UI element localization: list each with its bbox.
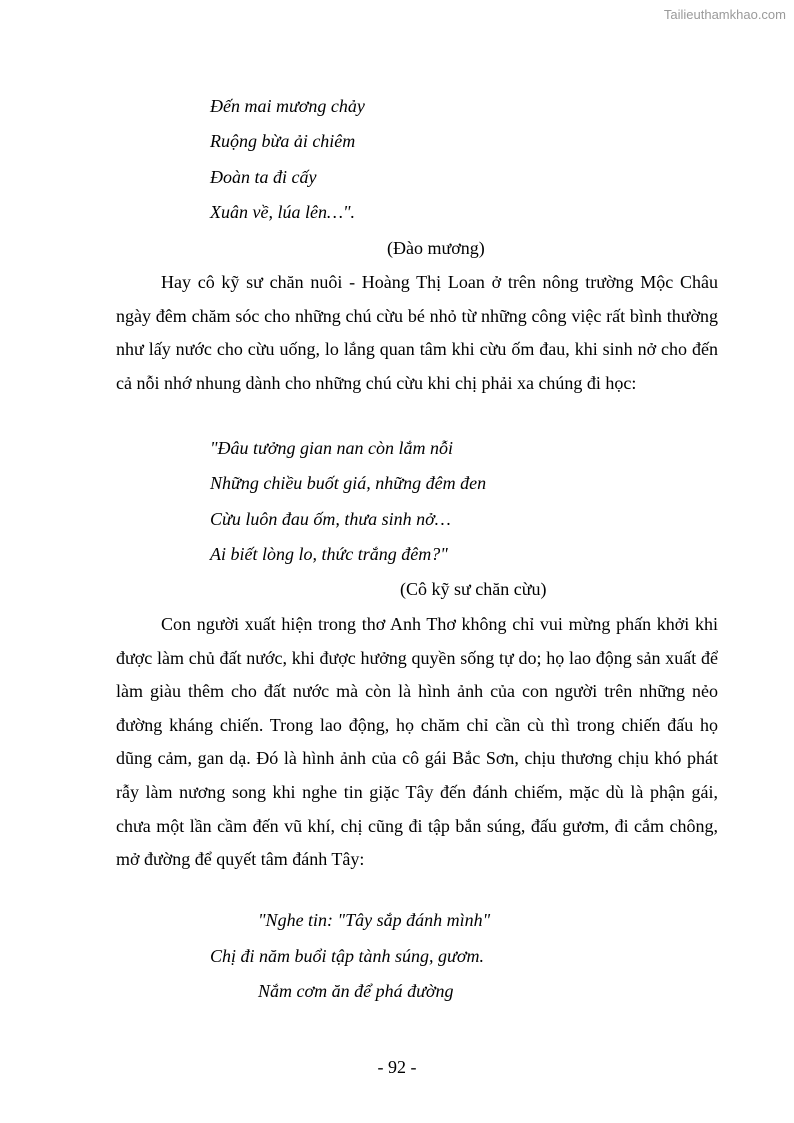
verse-line: Đến mai mương chảy [210, 96, 365, 116]
verse-line: Ai biết lòng lo, thức trắng đêm?" [210, 544, 448, 564]
verse-line: "Đâu tưởng gian nan còn lắm nỗi [210, 438, 453, 458]
page-number: - 92 - [377, 1057, 417, 1077]
verse-line: Những chiều buốt giá, những đêm đen [210, 473, 487, 493]
verse-line: Ruộng bừa ải chiêm [210, 131, 356, 151]
watermark: Tailieuthamkhao.com [663, 7, 786, 22]
verse-line: Chị đi năm buổi tập tành súng, gươm. [210, 946, 484, 966]
verse-line: "Nghe tin: "Tây sắp đánh mình" [258, 910, 491, 930]
verse-line: Cừu luôn đau ốm, thưa sinh nở… [210, 509, 451, 529]
verse-line: Đoàn ta đi cấy [210, 167, 317, 187]
verse-line: Xuân về, lúa lên…". [210, 202, 356, 222]
body-paragraph: Hay cô kỹ sư chăn nuôi - Hoàng Thị Loan ở trên nông trường Mộc Châu ngày đêm chăm sóc cho những chú cừu bé nhỏ từ những công việc rất bình thường như lấy nước cho cừu uống, lo lắng quan tâm khi cừu ốm đau, khi sinh nở cho đến cả nỗi nhớ nhung dành cho những chú cừu khi chị phải xa chúng đi học: [116, 272, 718, 393]
body-paragraph: Con người xuất hiện trong thơ Anh Thơ không chỉ vui mừng phấn khởi khi được làm chủ đất nước, khi được hưởng quyền sống tự do; họ lao động sản xuất để làm giàu thêm cho đất nước mà còn là hình ảnh của con người trên những nẻo đường kháng chiến. Trong lao động, họ chăm chỉ cần cù thì trong chiến đấu họ dũng cảm, gan dạ. Đó là hình ảnh của cô gái Bắc Sơn, chịu thương chịu khó phát rẫy làm nương song khi nghe tin giặc Tây đến đánh chiếm, mặc dù là phận gái, chưa một lần cầm đến vũ khí, chị cũng đi tập bắn súng, đấu gươm, đi cắm chông, mở đường để quyết tâm đánh Tây: [116, 614, 718, 870]
poem-source: (Đào mương) [387, 238, 485, 258]
verse-line: Nắm cơm ăn để phá đường [258, 981, 454, 1001]
poem-source: (Cô kỹ sư chăn cừu) [400, 579, 547, 599]
